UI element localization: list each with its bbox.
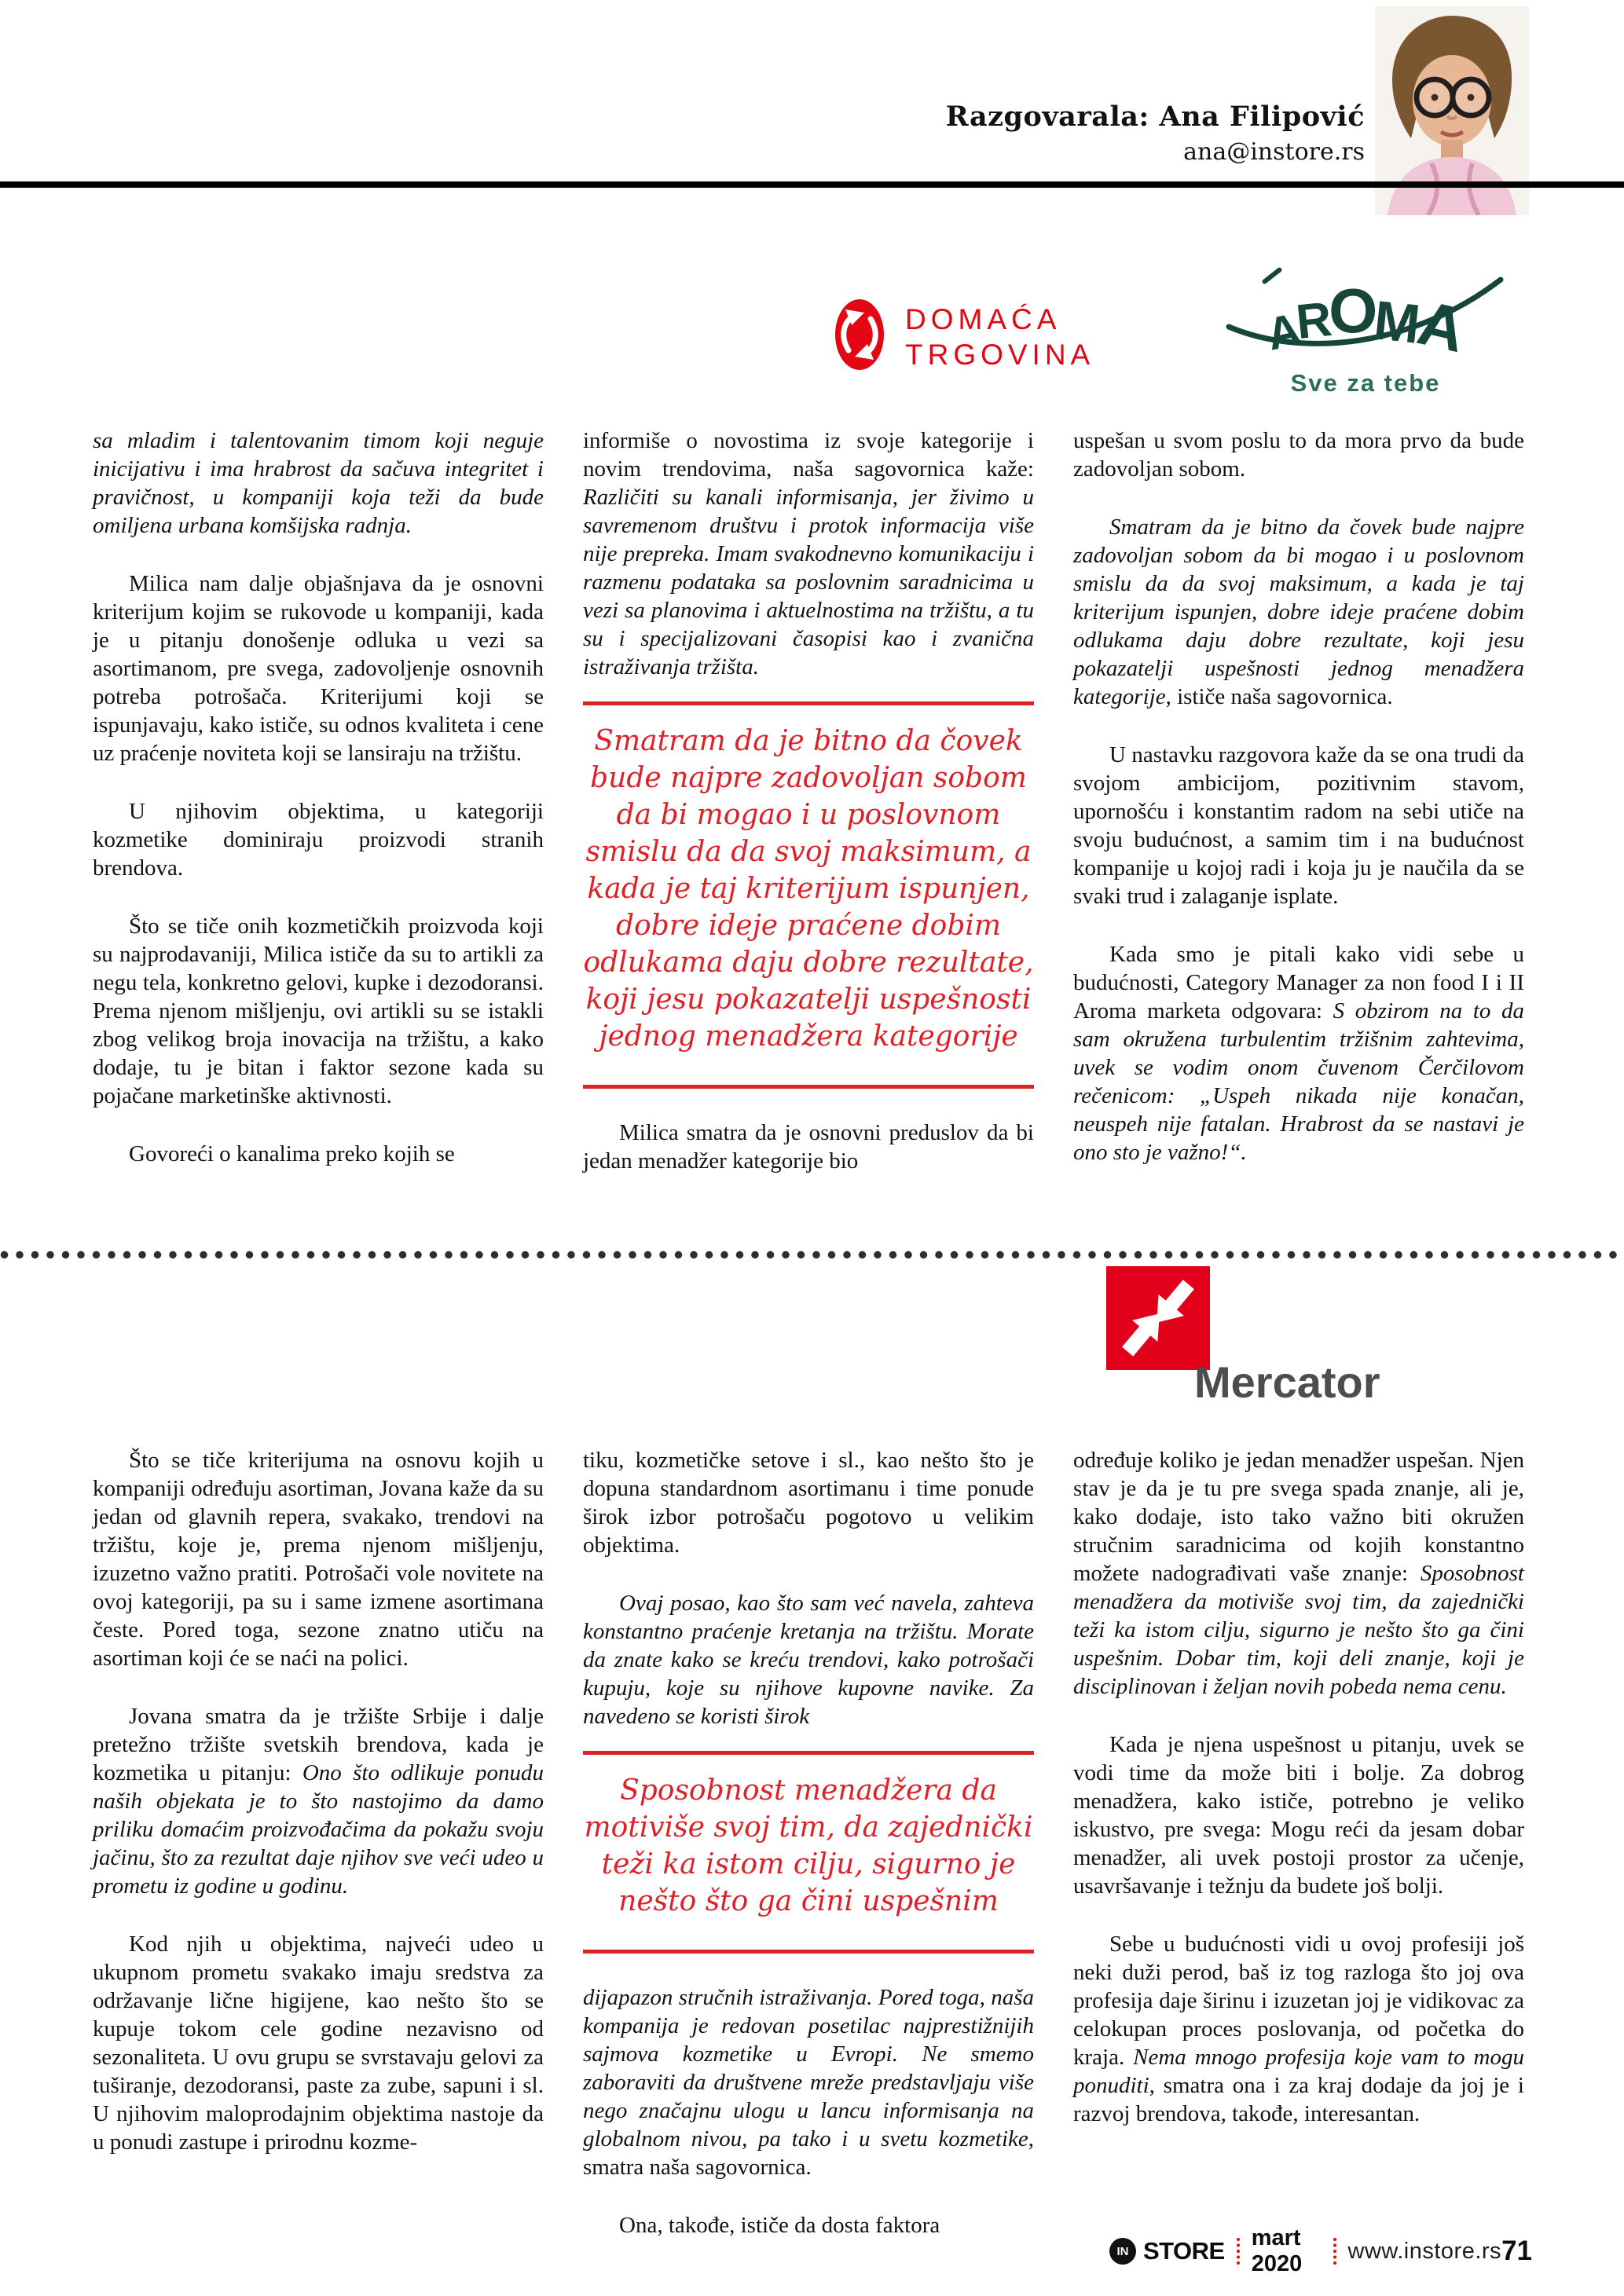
paragraph: Kada je njena uspešnost u pitanju, uvek se vodi time da može biti i bolje. Za dobrog menadžera, kako ističe, potrebno je veliko iskustvo, pre svega: Mogu reći da jesam dobar menadžer, ali uvek postoji prostor za učenje, usavršavanje i težnju da budete još bolji. [1073, 1732, 1524, 1899]
paragraph: sa mladim i talentovanim timom koji neguje inicijativu i ima hrabrost da sačuva integritet i pravičnost, u kompaniji koja teži da bude omiljena urbana komšijska radnja. [93, 428, 544, 538]
paragraph: Što se tiče kriterijuma na osnovu kojih u kompaniji određuju asortiman, Jovana kaže da su jedan od glavnih repera, svakako, trendovi na tržištu, koje je, prema njenom mišljenju, izuzetno važno pratiti. Potrošači vole novitete na ovoj kategoriji, pa su i same izmene asortimana česte. Pored toga, sezone znatno utiču na asortiman koji će se naći na polici. [93, 1448, 544, 1671]
page-number: 71 [1501, 2236, 1532, 2266]
aroma-wordmark [1216, 259, 1515, 366]
bottom-column-3 [1073, 1446, 1524, 2128]
paragraph: određuje koliko je jedan menadžer uspešan. Njen stav je da je tu pre svega spada znanje, ali je, kako dodaje, isto tako važno biti okružen stručnim saradnicima od kojih konstantno možete nadograđivati vaše znanje: Sposobnost menadžera da motiviše svoj tim, da zajednički teži ka istom cilju, sigurno je nešto što ga čini uspešnim. Dobar tim, koji deli znanje, koji je disciplinovan i željan novih pobeda nema cenu. [1073, 1448, 1524, 1699]
bottom-col2-tail [583, 1983, 1034, 2239]
top-column-2 [583, 427, 1034, 1175]
instore-in-circle-icon: IN [1109, 2238, 1136, 2265]
mercator-pinwheel-arrows-icon [1106, 1266, 1210, 1370]
quote-rule-top [583, 701, 1034, 705]
domaca-line1: DOMAĆA [905, 302, 1061, 335]
paragraph: Što se tiče onih kozmetičkih proizvoda koji su najprodavaniji, Milica ističe da su to artikli za negu tela, konkretno gelovi, kupke i dezodoransi. Prema njenom mišljenju, ovi artikli su se istakli zbog velikog broja inovacija na tržištu, a kako dodaje, tu je bitan i faktor sezone kada su pojačane marketinške aktivnosti. [93, 914, 544, 1108]
aroma-logo [1216, 259, 1515, 397]
paragraph: Kada smo je pitali kako vidi sebe u budućnosti, Category Manager za non food I i II Aroma marketa odgovara: S obzirom na to da sam okružena turbulentim tržišnim zahtevima, uvek se vodim onom čuvenom Čerčilovom rečenicom: „Uspeh nikada nije konačan, neuspeh nije fatalan. Hrabrost da se nastavi je ono sto je važno!“. [1073, 942, 1524, 1165]
bottom-column-2 [583, 1446, 1034, 2239]
top-col2-tail [583, 1119, 1034, 1175]
mercator-logo [1106, 1266, 1380, 1407]
aroma-accent-icon [1261, 266, 1282, 284]
paragraph: U njihovim objektima, u kategoriji kozmetike dominiraju proizvodi stranih brendova. [93, 799, 544, 881]
quote-rule-top [583, 1751, 1034, 1755]
byline-author: Razgovarala: Ana Filipović [945, 101, 1365, 133]
pull-quote-block-1 [583, 701, 1034, 1089]
paragraph: Ovaj posao, kao što sam već navela, zahteva konstantno praćenje kretanja na tržištu. Morate da znate kako se kreću trendovi, kako potrošači kupuju, koje su njihove kupovne navike. Za navedeno se koristi širok [583, 1591, 1034, 1729]
bottom-col2-lead [583, 1446, 1034, 1730]
quote-rule-bottom [583, 1085, 1034, 1089]
paragraph: Govoreći o kanalima preko kojih se [129, 1141, 455, 1166]
domaca-trgovina-wordmark [905, 302, 1094, 372]
top-column-3 [1073, 427, 1524, 1166]
paragraph: Milica nam dalje objašnjava da je osnovni kriterijum kojim se rukovode u kompaniji, kada je u pitanju donošenje odluka u vezi sa asortimanom, pre svega, zadovoljenje osnovnih potreba potrošača. Kriterijumi koji se ispunjavaju, kako ističe, su odnos kvaliteta i cene uz praćenje noviteta koji se lansiraju na tržištu. [93, 571, 544, 766]
pull-quote-block-2 [583, 1751, 1034, 1954]
top-column-1 [93, 427, 544, 1168]
pull-quote-2: Sposobnost menadžera da motiviše svoj tim, da zajednički teži ka istom cilju, sigurno je nešto što ga čini uspešnim [584, 1774, 1033, 1917]
aroma-letter: A [1411, 287, 1472, 366]
domaca-trgovina-cycle-arrows-icon [834, 298, 885, 375]
top-col2-lead [583, 427, 1034, 681]
aroma-letter: A [1262, 303, 1305, 361]
paragraph: tiku, kozmetičke setove i sl., kao nešto što je dopuna standardnom asortimanu i time ponude širok izbor potrošaču pogotovo u velikim objektima. [583, 1448, 1034, 1558]
paragraph: Ona, takođe, ističe da dosta faktora [619, 2213, 940, 2238]
domaca-line2: TRGOVINA [905, 338, 1095, 371]
byline-block [0, 101, 1365, 166]
byline-email-link[interactable]: ana@instore.rs [1183, 138, 1365, 166]
paragraph: uspešan u svom poslu to da mora prvo da bude zadovoljan sobom. [1073, 428, 1524, 482]
footer-dotted-separator-icon [1333, 2238, 1336, 2265]
bottom-column-1 [93, 1446, 544, 2156]
instore-logo [1109, 2237, 1225, 2265]
instore-store-wordmark: STORE [1143, 2237, 1225, 2265]
dotted-section-separator [0, 1251, 1624, 1259]
mercator-wordmark: Mercator [1194, 1357, 1380, 1407]
aroma-tagline: Sve za tebe [1290, 369, 1441, 397]
paragraph: dijapazon stručnih istraživanja. Pored toga, naša kompanija je redovan posetilac najprestižnijih sajmova kozmetike u Evropi. Ne smemo zaboraviti da društvene mreže predstavljaju više nego značajnu ulogu u lancu informisanja na globalnom nivou, pa tako i u svetu kozmetike, smatra naša sagovornica. [583, 1985, 1034, 2180]
domaca-trgovina-logo [834, 298, 1094, 375]
paragraph: U nastavku razgovora kaže da se ona trudi da svojom ambicijom, pozitivnim stavom, upornošću i konstantim radom na sebi utiče na svoju budućnost, a samim tim i na budućnost kompanije u kojoj radi i koja ju je naučila da se svaki trud i zalaganje isplate. [1073, 742, 1524, 909]
header-divider-rule [0, 181, 1624, 188]
pull-quote-1: Smatram da je bitno da čovek bude najpre zadovoljan sobom da bi mogao i u poslovnom smislu da da svoj maksimum, a kada je taj kriterijum ispunjen, dobre ideje praćene dobim odlukama daju dobre rezultate, koji jesu pokazatelji uspešnosti jednog menadžera kategorije [583, 725, 1034, 1053]
footer-issue-date: mart 2020 [1251, 2225, 1303, 2276]
paragraph: Sebe u budućnosti vidi u ovoj profesiji još neki duži perod, baš iz tog razloga što joj ova profesija daje širinu i izuzetan joj je vidikovac za celokupan proces poslovanja, od početka do kraja. Nema mnogo profesija koje vam to mogu ponuditi, smatra ona i za kraj dodaje da joj je i razvoj brendova, takođe, interesantan. [1073, 1932, 1524, 2126]
aroma-letter: M [1371, 289, 1424, 355]
footer-dotted-separator-icon [1237, 2238, 1240, 2265]
paragraph: Smatram da je bitno da čovek bude najpre zadovoljan sobom da bi mogao i u poslovnom smislu da da svoj maksimum, a kada je taj kriterijum ispunjen, dobre ideje praćene dobim odlukama daju dobre rezultate, koji jesu pokazatelji uspešnosti jednog menadžera kategorije, ističe naša sagovornica. [1073, 514, 1524, 709]
paragraph: Jovana smatra da je tržište Srbije i dalje pretežno tržište svetskih brendova, kada je kozmetika u pitanju: Ono što odlikuje ponudu naših objekata je to što nastojimo da damo priliku domaćim proizvođačima da pokažu svoju jačinu, što za rezultat daje njihov sve veći udeo u prometu iz godine u godinu. [93, 1704, 544, 1899]
paragraph: informiše o novostima iz svoje kategorije i novim trendovima, naša sagovornica kaže: Različiti su kanali informisanja, jer živimo u savremenom društvu i protok informacija više nije prepreka. Imam svakodnevno komunikaciju i razmenu podataka sa poslovnim saradnicima u vezi sa planovima i aktuelnostima na tržištu, a tu su i specijalizovani časopisi kao i zvanična istraživanja tržišta. [583, 428, 1034, 679]
aroma-letter: O [1329, 276, 1378, 346]
aroma-letter: R [1293, 291, 1335, 350]
page-footer [1109, 2225, 1532, 2277]
footer-website-link[interactable]: www.instore.rs [1347, 2238, 1502, 2264]
paragraph: Milica smatra da je osnovni preduslov da bi jedan menadžer kategorije bio [583, 1120, 1034, 1174]
quote-rule-bottom [583, 1950, 1034, 1954]
paragraph: Kod njih u objektima, najveći udeo u ukupnom prometu svakako imaju sredstva za održavanje lične higijene, kao nešto što se kupuje tokom cele godine nezavisno od sezonaliteta. U ovu grupu se svrstavaju gelovi za tuširanje, dezodoransi, paste za zube, sapuni i sl. U njihovim maloprodajnim objektima nastoje da u ponudi zastupe i prirodnu kozme- [93, 1932, 544, 2155]
